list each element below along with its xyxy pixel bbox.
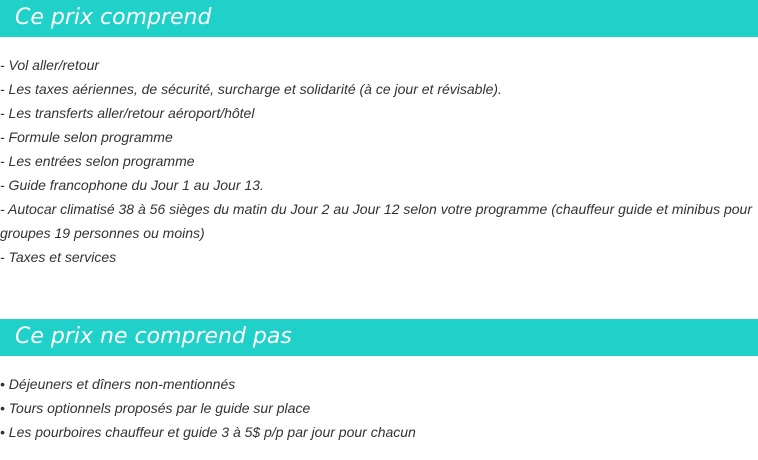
list-item: - Formule selon programme — [0, 129, 173, 145]
list-item: • Les pourboires chauffeur et guide 3 à 5$ p/p par jour pour chacun — [0, 424, 416, 440]
section-header-included — [0, 0, 758, 37]
section-header-not-included — [0, 319, 758, 356]
list-item: - Guide francophone du Jour 1 au Jour 13. — [0, 177, 264, 193]
list-item: • Tours optionnels proposés par le guide sur place — [0, 400, 311, 416]
list-item: - Autocar climatisé 38 à 56 sièges du matin du Jour 2 au Jour 12 selon votre programme (chauffeur guide et minibus pour groupes 19 personnes ou moins) — [0, 201, 752, 241]
section-title-not-included: Ce prix ne comprend pas — [15, 324, 292, 349]
list-item: - Les entrées selon programme — [0, 153, 195, 169]
list-item: - Les transferts aller/retour aéroport/hôtel — [0, 105, 255, 121]
included-list — [0, 53, 758, 269]
list-item: - Taxes et services — [0, 249, 117, 265]
list-item: • Déjeuners et dîners non-mentionnés — [0, 376, 236, 392]
section-title-included: Ce prix comprend — [15, 5, 212, 30]
list-item: - Vol aller/retour — [0, 57, 100, 73]
list-item: - Les taxes aériennes, de sécurité, surcharge et solidarité (à ce jour et révisable). — [0, 81, 502, 97]
not-included-list — [0, 372, 758, 444]
